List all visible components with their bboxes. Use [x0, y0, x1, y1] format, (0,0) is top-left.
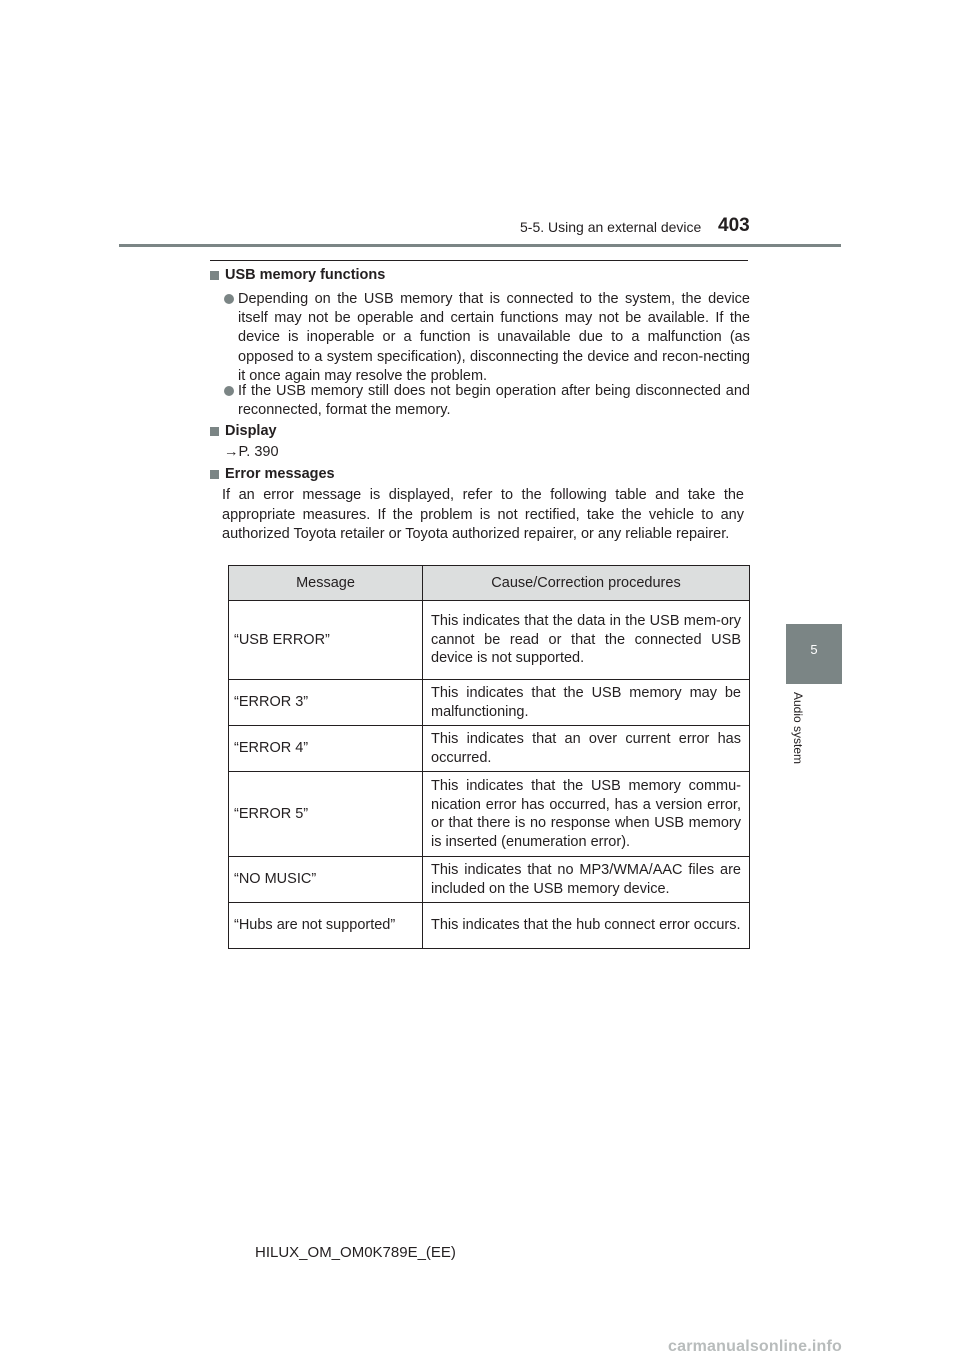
cause-cell: This indicates that the USB memory commu-nication error has occurred, has a version error, or that there is no response when USB memory is inserted (enumeration error). [423, 772, 750, 857]
usb-section-heading [210, 267, 750, 283]
usb-heading-text: USB memory functions [225, 267, 386, 283]
document-code: HILUX_OM_OM0K789E_(EE) [255, 1244, 456, 1261]
square-bullet-icon [210, 427, 219, 436]
content-top-rule [210, 260, 748, 261]
usb-bullet-2-text: If the USB memory still does not begin operation after being disconnected and reconnected, format the memory. [238, 383, 750, 419]
cause-cell: This indicates that the USB memory may be malfunctioning. [423, 680, 750, 726]
usb-bullet-1 [210, 290, 750, 386]
display-section-heading [210, 423, 750, 439]
errors-section-heading [210, 466, 750, 482]
square-bullet-icon [210, 470, 219, 479]
table-header-row [229, 566, 750, 601]
page-number: 403 [718, 215, 750, 236]
table-row [229, 726, 750, 772]
message-cell: “NO MUSIC” [229, 857, 423, 903]
display-heading-text: Display [225, 423, 277, 439]
errors-heading-text: Error messages [225, 466, 335, 482]
message-cell: “ERROR 4” [229, 726, 423, 772]
errors-intro-paragraph: If an error message is displayed, refer to the following table and take the appropriate measures. If the problem is not rectified, take the vehicle to any authorized Toyota retailer or Toyota authorized repairer, or any reliable repairer. [222, 487, 744, 542]
table-row [229, 601, 750, 680]
circle-bullet-icon [224, 386, 234, 396]
cause-cell: This indicates that the data in the USB mem-ory cannot be read or that the connected USB device is not supported. [423, 601, 750, 680]
column-header-message: Message [229, 566, 423, 601]
chapter-side-label [778, 692, 818, 812]
watermark-link[interactable]: carmanualsonline.info [668, 1338, 843, 1355]
table-row [229, 903, 750, 949]
cause-cell: This indicates that an over current error has occurred. [423, 726, 750, 772]
usb-bullet-1-text: Depending on the USB memory that is connected to the system, the device itself may not be operable and certain functions may not be available. If the device is inoperable or a function is unavailable due to a malfunction (as opposed to a system specification), disconnecting the device and recon-necting it once again may resolve the problem. [238, 291, 750, 384]
message-cell: “ERROR 5” [229, 772, 423, 857]
error-messages-table [228, 565, 750, 949]
message-cell: “USB ERROR” [229, 601, 423, 680]
table-row [229, 772, 750, 857]
cause-cell: This indicates that no MP3/WMA/AAC files are included on the USB memory device. [423, 857, 750, 903]
cause-cell: This indicates that the hub connect error occurs. [423, 903, 750, 949]
circle-bullet-icon [224, 294, 234, 304]
chapter-number: 5 [810, 642, 818, 657]
table-row [229, 680, 750, 726]
usb-bullet-2 [210, 382, 750, 420]
chapter-title: Audio system [791, 692, 805, 765]
table-row [229, 857, 750, 903]
message-cell: “Hubs are not supported” [229, 903, 423, 949]
column-header-cause: Cause/Correction procedures [423, 566, 750, 601]
chapter-side-tab [786, 624, 842, 684]
square-bullet-icon [210, 271, 219, 280]
message-cell: “ERROR 3” [229, 680, 423, 726]
header-rule [119, 244, 841, 247]
display-page-reference: →P. 390 [224, 444, 279, 460]
header-section-title: 5-5. Using an external device [520, 219, 702, 235]
